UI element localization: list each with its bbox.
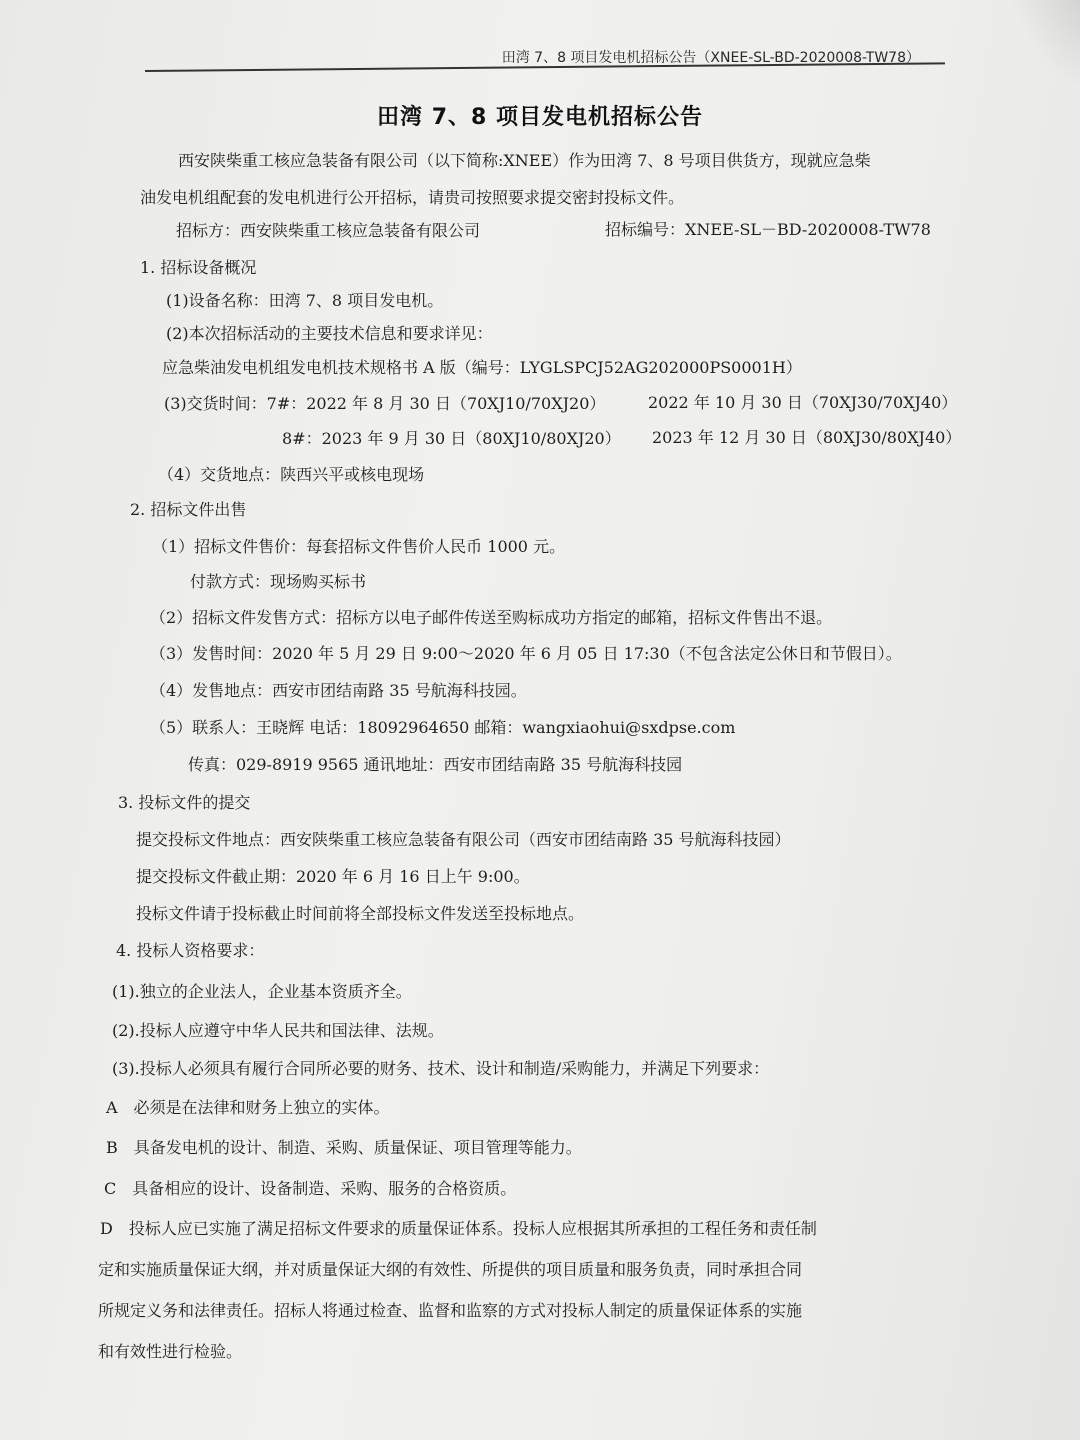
section4-req-d-line4: 和有效性进行检验。 [98,1342,243,1361]
document-title: 田湾 7、8 项目发电机招标公告 [377,105,703,130]
section4-req-c: C 具备相应的设计、设备制造、采购、服务的合格资质。 [104,1179,517,1198]
section3-heading: 3. 投标文件的提交 [118,793,251,812]
section2-item4: （4）发售地点：西安市团结南路 35 号航海科技园。 [150,681,527,700]
section1-spec: 应急柴油发电机组发电机技术规格书 A 版（编号：LYGLSPCJ52AG202000PS0001H） [162,358,802,377]
tenderer-label: 招标方：西安陕柴重工核应急装备有限公司 [176,221,481,240]
intro-line-1: 西安陕柴重工核应急装备有限公司（以下简称:XNEE）作为田湾 7、8 号项目供货方，现就应急柴 [178,151,871,170]
section2-item1: （1）招标文件售价：每套招标文件售价人民币 1000 元。 [152,537,566,556]
section4-req1: (1).独立的企业法人，企业基本资质齐全。 [112,982,412,1001]
corner-shadow [1000,0,1080,100]
section1-heading: 1. 招标设备概况 [140,258,257,277]
tender-number: 招标编号：XNEE-SL－BD-2020008-TW78 [605,220,931,239]
section4-req-b: B 具备发电机的设计、制造、采购、质量保证、项目管理等能力。 [106,1138,582,1157]
section2-contact: （5）联系人：王晓辉 电话：18092964650 邮箱：wangxiaohui@sxdpse.com [150,718,736,737]
section2-item2: （2）招标文件发售方式：招标方以电子邮件传送至购标成功方指定的邮箱，招标文件售出不退。 [150,608,833,627]
section4-req-d-line1: D 投标人应已实施了满足招标文件要求的质量保证体系。投标人应根据其所承担的工程任务和责任制 [100,1219,817,1238]
section4-req-a: A 必须是在法律和财务上独立的实体。 [106,1098,390,1117]
section2-item3: （3）发售时间：2020 年 5 月 29 日 9:00～2020 年 6 月 05 日 17:30（不包含法定公休日和节假日）。 [150,644,902,663]
section4-req-d-line3: 所规定义务和法律责任。招标人将通过检查、监督和监察的方式对投标人制定的质量保证体系的实施 [98,1301,803,1320]
intro-line-2: 油发电机组配套的发电机进行公开招标，请贵司按照要求提交密封投标文件。 [140,188,685,207]
delivery-8-b: 2023 年 12 月 30 日（80XJ30/80XJ40） [652,428,962,447]
section3-deadline: 提交投标文件截止期：2020 年 6 月 16 日上午 9:00。 [136,867,530,886]
section2-fax: 传真：029-8919 9565 通讯地址：西安市团结南路 35 号航海科技园 [188,755,683,774]
section1-item2: (2)本次招标活动的主要技术信息和要求详见： [166,324,493,343]
section3-note: 投标文件请于投标截止时间前将全部投标文件发送至投标地点。 [136,904,585,923]
section4-req2: (2).投标人应遵守中华人民共和国法律、法规。 [112,1021,444,1040]
section2-payment: 付款方式：现场购买标书 [190,572,367,591]
section2-heading: 2. 招标文件出售 [130,500,247,519]
delivery-7-b: 2022 年 10 月 30 日（70XJ30/70XJ40） [648,393,958,412]
section1-item1: (1)设备名称：田湾 7、8 项目发电机。 [166,291,444,310]
section4-req3: (3).投标人必须具有履行合同所必要的财务、技术、设计和制造/采购能力，并满足下列要求： [112,1059,770,1078]
section4-heading: 4. 投标人资格要求： [116,941,265,960]
section1-item4: （4）交货地点：陕西兴平或核电现场 [158,465,425,484]
section4-req-d-line2: 定和实施质量保证大纲，并对质量保证大纲的有效性、所提供的项目质量和服务负责，同时承担合同 [98,1260,803,1279]
section3-location: 提交投标文件地点：西安陕柴重工核应急装备有限公司（西安市团结南路 35 号航海科技园） [136,830,791,849]
delivery-8-a: 8#：2023 年 9 月 30 日（80XJ10/80XJ20） [282,429,621,448]
delivery-7-a: (3)交货时间：7#：2022 年 8 月 30 日（70XJ10/70XJ20） [164,394,606,413]
running-header: 田湾 7、8 项目发电机招标公告（XNEE-SL-BD-2020008-TW78） [501,50,920,66]
